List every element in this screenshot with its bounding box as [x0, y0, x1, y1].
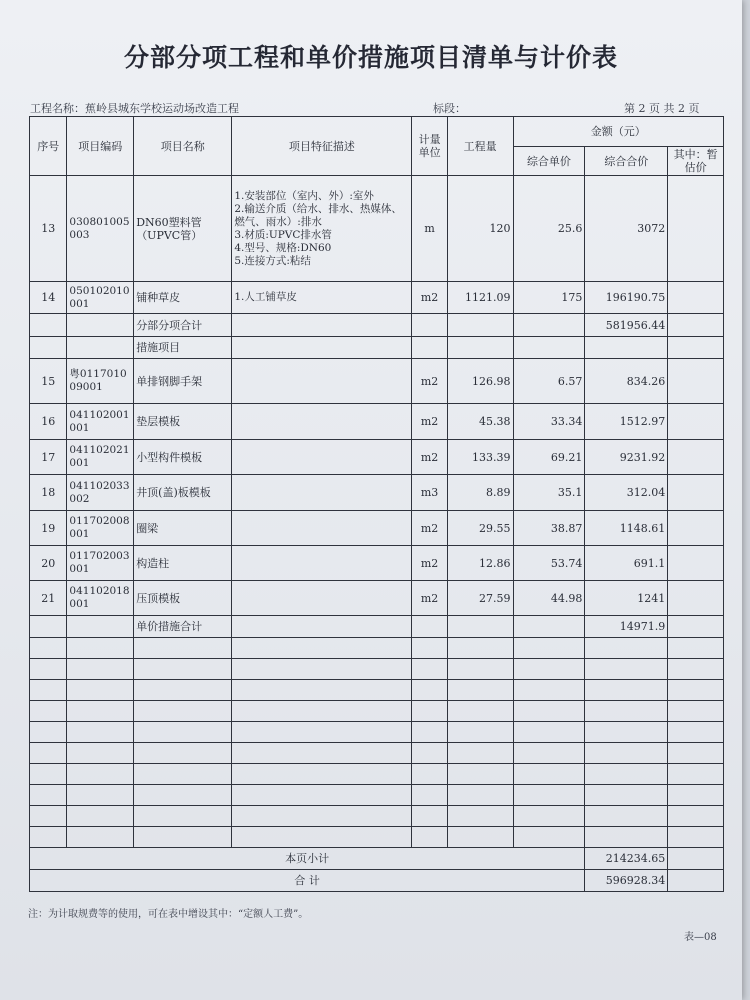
- cell-qty: 8.89: [447, 475, 513, 511]
- empty-cell: [447, 722, 513, 743]
- cell-unit: m2: [412, 581, 447, 616]
- table-row: [30, 176, 724, 282]
- empty-cell: [134, 743, 232, 764]
- cell-code: [67, 616, 134, 638]
- cell-unit: m2: [412, 511, 447, 546]
- cell-name: 单价措施合计: [134, 616, 232, 638]
- cell-total-price: 312.04: [585, 475, 668, 511]
- empty-cell: [513, 827, 585, 848]
- header-amount: 金额（元）: [513, 117, 723, 147]
- cell-unit: m: [412, 176, 447, 282]
- cell-desc: [232, 511, 412, 546]
- empty-cell: [668, 638, 724, 659]
- cell-unit-price: 53.74: [513, 546, 585, 581]
- empty-cell: [30, 764, 67, 785]
- empty-row: [30, 785, 724, 806]
- desc-line: 3.材质:UPVC排水管: [234, 228, 332, 241]
- empty-cell: [134, 638, 232, 659]
- cell-desc: [232, 616, 412, 638]
- cell-seq: [30, 616, 67, 638]
- empty-cell: [447, 827, 513, 848]
- table-row: [30, 314, 724, 337]
- cell-desc: [232, 282, 412, 314]
- empty-cell: [30, 638, 67, 659]
- cell-code: 050102010001: [67, 282, 134, 314]
- cell-code: 011702008001: [67, 511, 134, 546]
- cell-qty: 120: [447, 176, 513, 282]
- empty-row: [30, 743, 724, 764]
- empty-cell: [585, 743, 668, 764]
- header-temp-estimate: 其中：暂估价: [668, 147, 724, 176]
- cell-unit: [412, 314, 447, 337]
- empty-cell: [412, 806, 447, 827]
- empty-cell: [513, 722, 585, 743]
- project-name: 蕉岭县城东学校运动场改造工程: [85, 102, 239, 115]
- header-seq: 序号: [30, 117, 67, 176]
- empty-row: [30, 806, 724, 827]
- cell-qty: [447, 616, 513, 638]
- empty-cell: [513, 701, 585, 722]
- cell-unit: m3: [412, 475, 447, 511]
- cell-qty: 45.38: [447, 404, 513, 440]
- empty-cell: [134, 722, 232, 743]
- header-code: 项目编码: [67, 117, 134, 176]
- empty-cell: [585, 680, 668, 701]
- cell-code: [67, 314, 134, 337]
- empty-row: [30, 827, 724, 848]
- cell-code: 041102018001: [67, 581, 134, 616]
- grand-total-value: 596928.34: [585, 870, 668, 892]
- empty-cell: [585, 785, 668, 806]
- cell-temp-estimate: [668, 337, 724, 359]
- cell-name: 压顶模板: [134, 581, 232, 616]
- cell-code: 041102021001: [67, 440, 134, 475]
- empty-cell: [232, 785, 412, 806]
- table-row: [30, 581, 724, 616]
- cell-temp-estimate: [668, 314, 724, 337]
- project-name-line: [30, 100, 239, 116]
- cell-unit-price: 35.1: [513, 475, 585, 511]
- cell-total-price: 196190.75: [585, 282, 668, 314]
- empty-cell: [30, 806, 67, 827]
- cell-qty: 12.86: [447, 546, 513, 581]
- table-row: [30, 440, 724, 475]
- empty-cell: [232, 680, 412, 701]
- empty-cell: [30, 701, 67, 722]
- desc-line: 4.型号、规格:DN60: [234, 241, 332, 254]
- cell-unit-price: [513, 616, 585, 638]
- empty-cell: [412, 764, 447, 785]
- cell-seq: [30, 314, 67, 337]
- empty-row: [30, 722, 724, 743]
- cell-name: 垫层模板: [134, 404, 232, 440]
- cell-code: 041102001001: [67, 404, 134, 440]
- cell-temp-estimate: [668, 511, 724, 546]
- cell-qty: 126.98: [447, 359, 513, 404]
- cell-name: 井顶(盖)板模板: [134, 475, 232, 511]
- empty-cell: [513, 680, 585, 701]
- empty-cell: [513, 659, 585, 680]
- cell-code: 粤011701009001: [67, 359, 134, 404]
- empty-cell: [412, 743, 447, 764]
- empty-cell: [412, 701, 447, 722]
- empty-cell: [668, 701, 724, 722]
- cell-unit: [412, 616, 447, 638]
- cell-name: 分部分项合计: [134, 314, 232, 337]
- cell-unit: m2: [412, 546, 447, 581]
- footnote: 注：为计取规费等的使用，可在表中增设其中：“定额人工费”。: [28, 909, 309, 920]
- cell-name: 圈梁: [134, 511, 232, 546]
- cell-desc: [232, 404, 412, 440]
- empty-cell: [412, 638, 447, 659]
- cell-seq: 13: [30, 176, 67, 282]
- empty-cell: [30, 785, 67, 806]
- empty-cell: [412, 659, 447, 680]
- empty-cell: [30, 743, 67, 764]
- empty-cell: [134, 806, 232, 827]
- cell-total-price: [585, 337, 668, 359]
- empty-cell: [67, 785, 134, 806]
- cell-qty: [447, 314, 513, 337]
- cell-unit: m2: [412, 440, 447, 475]
- header-name: 项目名称: [134, 117, 232, 176]
- header-total-price: 综合合价: [585, 147, 668, 176]
- empty-cell: [585, 806, 668, 827]
- total-row: [30, 870, 724, 892]
- cell-seq: [30, 337, 67, 359]
- desc-line: 5.连接方式:粘结: [234, 254, 311, 267]
- cell-temp-estimate: [668, 404, 724, 440]
- empty-cell: [447, 764, 513, 785]
- empty-cell: [447, 806, 513, 827]
- cell-temp-estimate: [668, 282, 724, 314]
- header-unit: 计量单位: [412, 117, 447, 176]
- desc-line: 1.安装部位（室内、外）:室外: [234, 189, 374, 202]
- cell-unit: m2: [412, 282, 447, 314]
- cell-total-price: 3072: [585, 176, 668, 282]
- cell-desc: [232, 475, 412, 511]
- empty-cell: [412, 827, 447, 848]
- cell-desc: [232, 581, 412, 616]
- cell-code: [67, 337, 134, 359]
- empty-cell: [513, 785, 585, 806]
- cell-temp-estimate: [668, 475, 724, 511]
- empty-cell: [67, 743, 134, 764]
- cell-qty: 29.55: [447, 511, 513, 546]
- cell-seq: 21: [30, 581, 67, 616]
- empty-cell: [668, 743, 724, 764]
- empty-cell: [585, 827, 668, 848]
- page-subtotal-value: 214234.65: [585, 848, 668, 870]
- empty-row: [30, 764, 724, 785]
- empty-row: [30, 638, 724, 659]
- table-row: [30, 404, 724, 440]
- empty-cell: [67, 638, 134, 659]
- cell-unit-price: 38.87: [513, 511, 585, 546]
- cell-name: 单排钢脚手架: [134, 359, 232, 404]
- empty-cell: [134, 827, 232, 848]
- empty-cell: [447, 659, 513, 680]
- header-row: [30, 117, 724, 147]
- table-row: [30, 475, 724, 511]
- empty-cell: [668, 722, 724, 743]
- cell-total-price: 1241: [585, 581, 668, 616]
- empty-row: [30, 701, 724, 722]
- table-row: [30, 359, 724, 404]
- cell-desc: [232, 176, 412, 282]
- empty-cell: [412, 722, 447, 743]
- cell-temp-estimate: [668, 546, 724, 581]
- cell-temp-estimate: [668, 359, 724, 404]
- cell-qty: 133.39: [447, 440, 513, 475]
- empty-cell: [668, 848, 724, 870]
- cell-total-price: 9231.92: [585, 440, 668, 475]
- header-desc: 项目特征描述: [232, 117, 412, 176]
- empty-cell: [67, 659, 134, 680]
- page-info: 第 2 页 共 2 页: [624, 102, 700, 115]
- cell-temp-estimate: [668, 176, 724, 282]
- cell-desc: [232, 337, 412, 359]
- section-label: 标段：: [433, 102, 466, 115]
- cell-unit: m2: [412, 359, 447, 404]
- cell-seq: 17: [30, 440, 67, 475]
- empty-cell: [585, 764, 668, 785]
- empty-cell: [67, 806, 134, 827]
- empty-cell: [668, 785, 724, 806]
- empty-cell: [134, 785, 232, 806]
- table-row: [30, 616, 724, 638]
- empty-cell: [513, 743, 585, 764]
- empty-cell: [232, 827, 412, 848]
- empty-cell: [232, 764, 412, 785]
- cell-total-price: 1148.61: [585, 511, 668, 546]
- cell-total-price: 1512.97: [585, 404, 668, 440]
- cell-temp-estimate: [668, 616, 724, 638]
- cell-name: 铺种草皮: [134, 282, 232, 314]
- empty-cell: [30, 827, 67, 848]
- empty-cell: [30, 680, 67, 701]
- empty-cell: [67, 701, 134, 722]
- empty-cell: [232, 638, 412, 659]
- desc-line: 2.输送介质（给水、排水、热媒体、燃气、雨水）:排水: [234, 202, 402, 228]
- empty-cell: [232, 722, 412, 743]
- empty-cell: [412, 680, 447, 701]
- cell-seq: 16: [30, 404, 67, 440]
- empty-cell: [585, 638, 668, 659]
- cell-desc: [232, 314, 412, 337]
- empty-cell: [513, 638, 585, 659]
- cell-unit-price: 44.98: [513, 581, 585, 616]
- cell-unit-price: [513, 337, 585, 359]
- empty-cell: [447, 785, 513, 806]
- cell-qty: 1121.09: [447, 282, 513, 314]
- empty-cell: [30, 659, 67, 680]
- page-title: 分部分项工程和单价措施项目清单与计价表: [123, 43, 618, 72]
- empty-cell: [668, 659, 724, 680]
- grand-total-label: 合 计: [30, 870, 585, 892]
- cell-desc: [232, 440, 412, 475]
- empty-cell: [232, 701, 412, 722]
- empty-cell: [67, 680, 134, 701]
- empty-cell: [668, 806, 724, 827]
- cell-temp-estimate: [668, 440, 724, 475]
- table-row: [30, 282, 724, 314]
- empty-cell: [232, 659, 412, 680]
- cell-code: 030801005003: [67, 176, 134, 282]
- cell-code: 041102033002: [67, 475, 134, 511]
- cell-total-price: 581956.44: [585, 314, 668, 337]
- empty-cell: [134, 680, 232, 701]
- cell-unit: m2: [412, 404, 447, 440]
- cell-unit-price: 69.21: [513, 440, 585, 475]
- header-qty: 工程量: [447, 117, 513, 176]
- cell-seq: 20: [30, 546, 67, 581]
- table-row: [30, 511, 724, 546]
- cell-qty: [447, 337, 513, 359]
- cell-total-price: 14971.9: [585, 616, 668, 638]
- empty-cell: [447, 638, 513, 659]
- empty-cell: [513, 764, 585, 785]
- empty-cell: [67, 764, 134, 785]
- empty-cell: [134, 764, 232, 785]
- empty-cell: [668, 870, 724, 892]
- cell-total-price: 834.26: [585, 359, 668, 404]
- empty-cell: [232, 806, 412, 827]
- cell-qty: 27.59: [447, 581, 513, 616]
- empty-row: [30, 659, 724, 680]
- table-row: [30, 337, 724, 359]
- empty-cell: [447, 680, 513, 701]
- table-row: [30, 546, 724, 581]
- cell-name: 措施项目: [134, 337, 232, 359]
- project-label: 工程名称：: [30, 102, 85, 115]
- cell-name: DN60塑料管（UPVC管）: [134, 176, 232, 282]
- empty-cell: [668, 680, 724, 701]
- cell-unit-price: 33.34: [513, 404, 585, 440]
- empty-cell: [447, 743, 513, 764]
- empty-cell: [513, 806, 585, 827]
- cell-code: 011702003001: [67, 546, 134, 581]
- cell-desc: [232, 546, 412, 581]
- form-number: 表—08: [684, 932, 717, 943]
- cell-unit-price: 25.6: [513, 176, 585, 282]
- cell-temp-estimate: [668, 581, 724, 616]
- empty-row: [30, 680, 724, 701]
- cell-seq: 18: [30, 475, 67, 511]
- cell-total-price: 691.1: [585, 546, 668, 581]
- empty-cell: [232, 743, 412, 764]
- total-row: [30, 848, 724, 870]
- pricing-table: [29, 116, 724, 892]
- empty-cell: [30, 722, 67, 743]
- empty-cell: [585, 659, 668, 680]
- cell-desc: [232, 359, 412, 404]
- empty-cell: [585, 722, 668, 743]
- empty-cell: [585, 701, 668, 722]
- cell-name: 小型构件模板: [134, 440, 232, 475]
- empty-cell: [67, 827, 134, 848]
- empty-cell: [134, 659, 232, 680]
- cell-unit-price: 175: [513, 282, 585, 314]
- header-unit-price: 综合单价: [513, 147, 585, 176]
- empty-cell: [668, 764, 724, 785]
- cell-unit-price: [513, 314, 585, 337]
- desc-line: 1.人工铺草皮: [234, 291, 297, 303]
- empty-cell: [134, 701, 232, 722]
- empty-cell: [412, 785, 447, 806]
- page-subtotal-label: 本页小计: [30, 848, 585, 870]
- cell-seq: 19: [30, 511, 67, 546]
- cell-unit: [412, 337, 447, 359]
- cell-seq: 15: [30, 359, 67, 404]
- cell-seq: 14: [30, 282, 67, 314]
- empty-cell: [67, 722, 134, 743]
- empty-cell: [668, 827, 724, 848]
- cell-name: 构造柱: [134, 546, 232, 581]
- empty-cell: [447, 701, 513, 722]
- cell-unit-price: 6.57: [513, 359, 585, 404]
